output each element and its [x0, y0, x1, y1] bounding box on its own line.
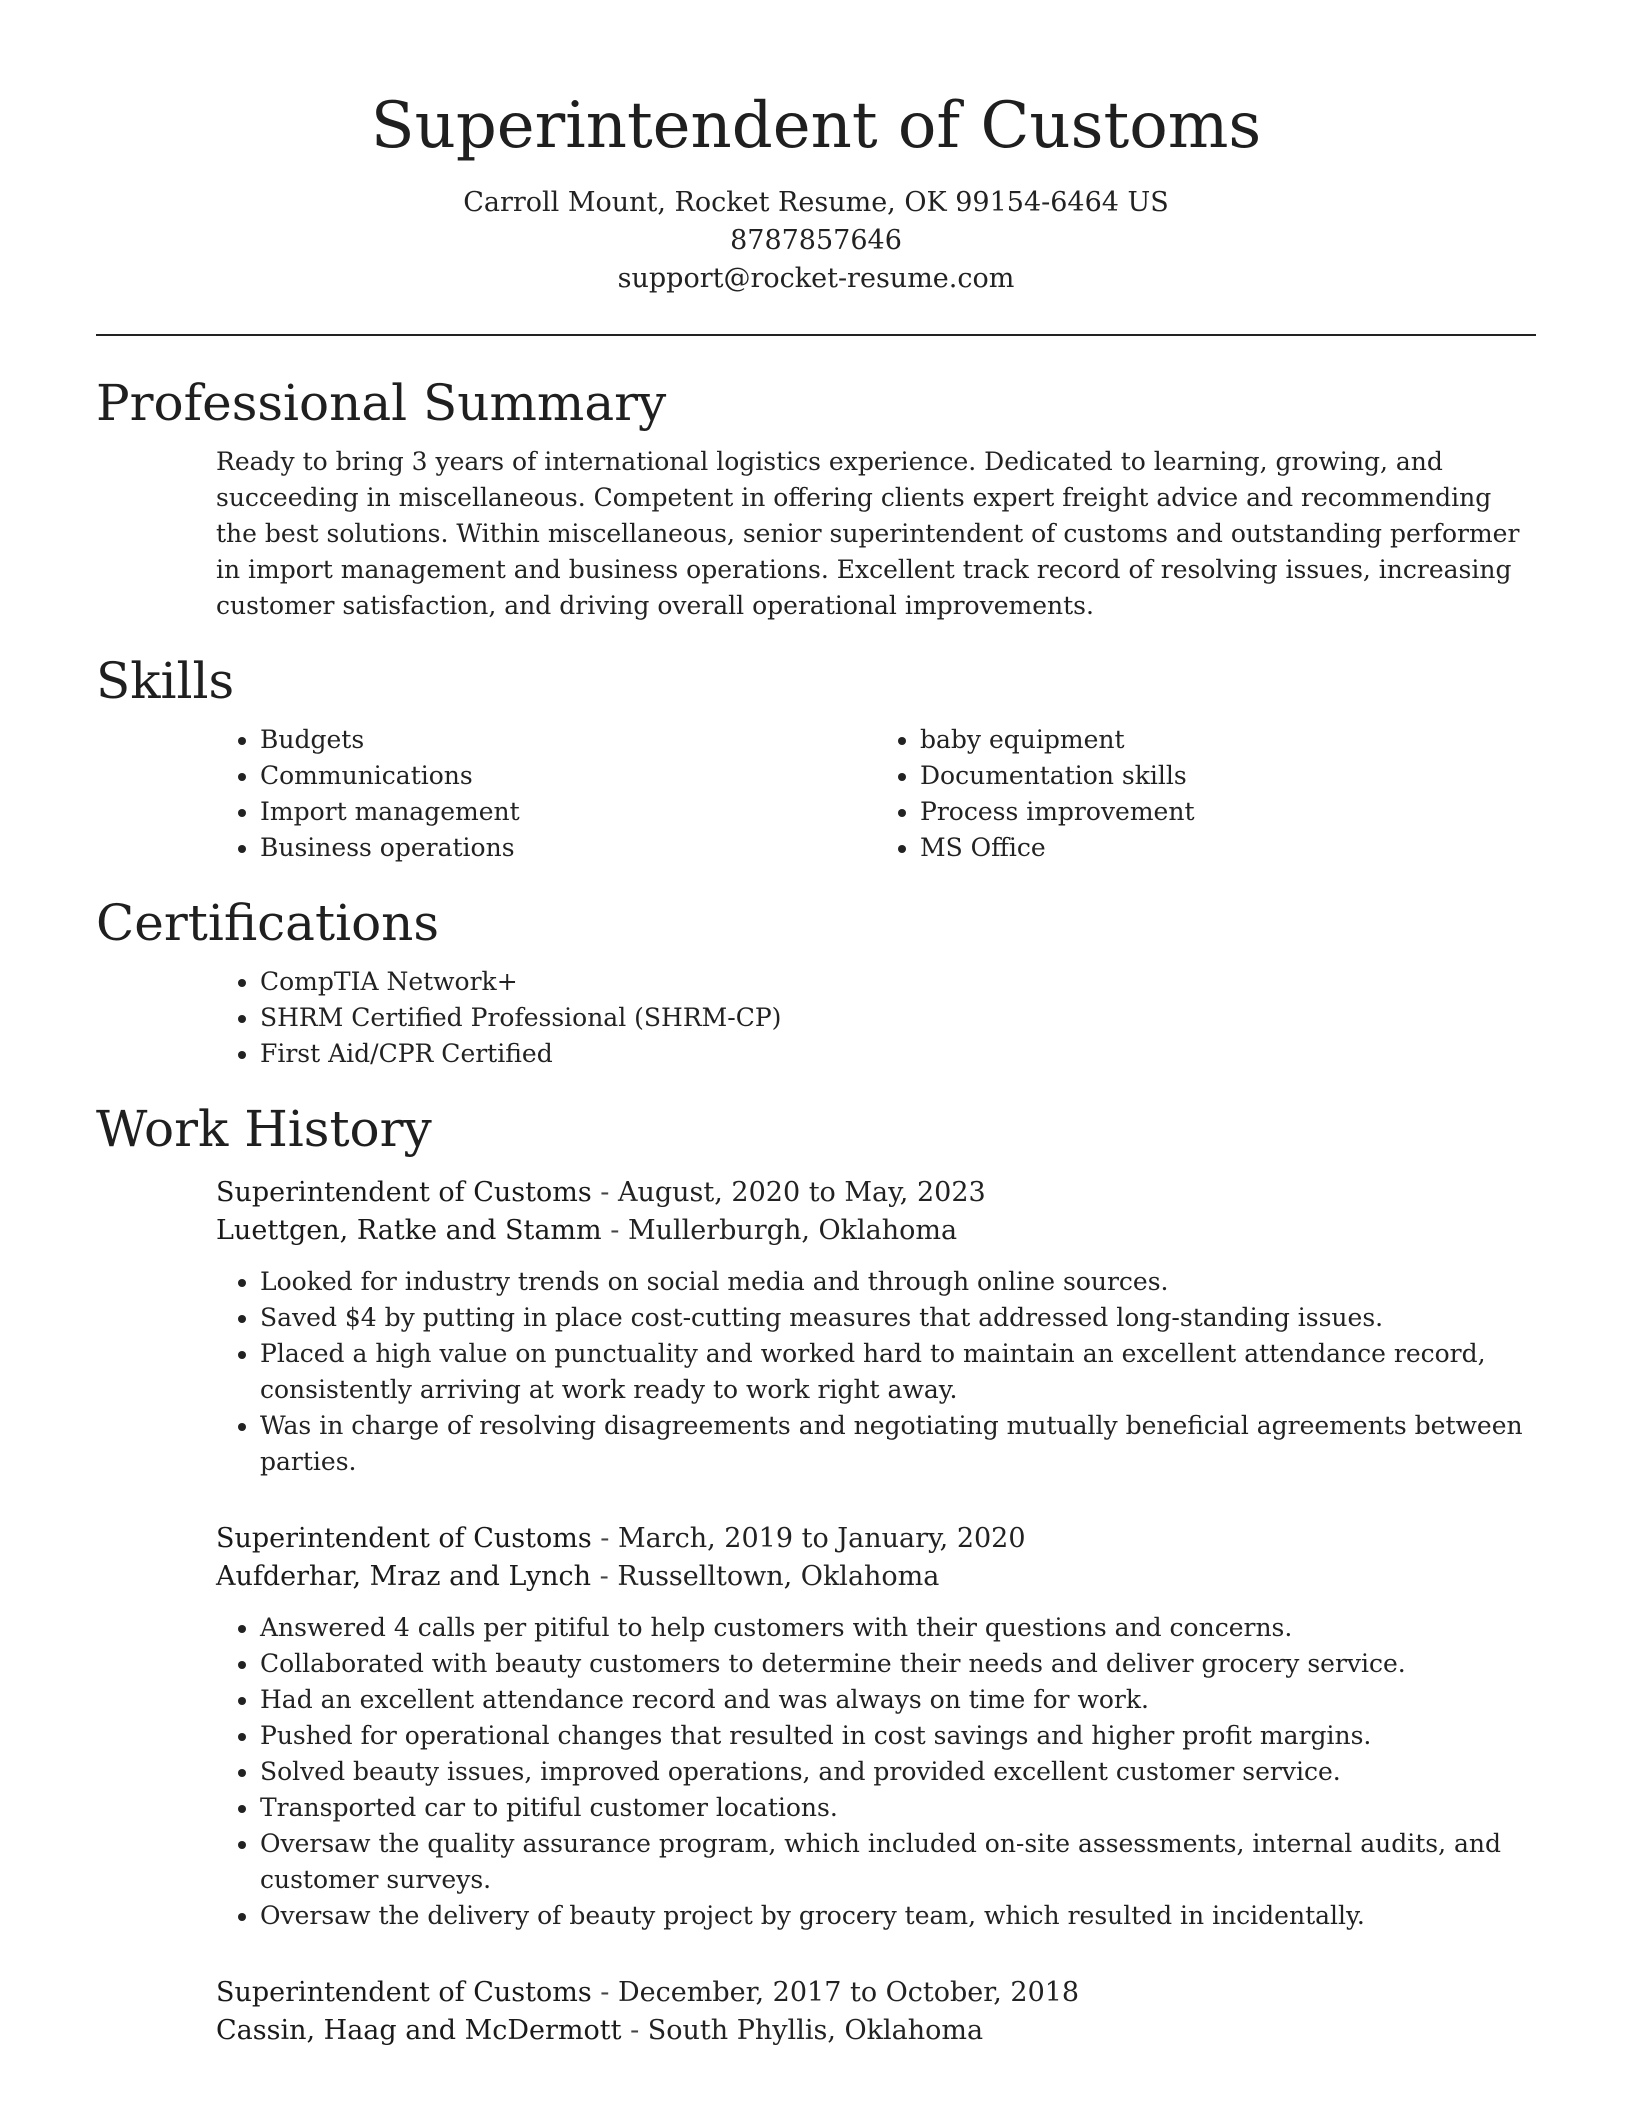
certifications-list [216, 964, 1536, 1072]
job-role: Superintendent of Customs [216, 1523, 592, 1554]
separator: - [591, 1177, 618, 1208]
work-history-title: Work History [96, 1100, 432, 1158]
list-item: • Had an excellent attendance record and was always on time for work. [260, 1682, 1536, 1718]
list-item: • CompTIA Network+ [260, 964, 1536, 1000]
list-item: • Pushed for operational changes that resulted in cost savings and higher profit margins. [260, 1718, 1536, 1754]
list-item: • Oversaw the quality assurance program, which included on-site assessments, internal audits, and customer surveys. [260, 1826, 1536, 1898]
job-company: Aufderhar, Mraz and Lynch [216, 1561, 592, 1592]
job-bullets [216, 1610, 1536, 1934]
list-item: • baby equipment [920, 722, 1536, 758]
list-item: • Budgets [260, 722, 876, 758]
summary-title: Professional Summary [96, 374, 667, 432]
skills-list-right [876, 722, 1536, 866]
skills-grid [216, 722, 1536, 866]
job-dates: March, 2019 to January, 2020 [617, 1523, 1026, 1554]
job-entry [216, 1520, 1536, 1934]
job-company: Luettgen, Ratke and Stamm [216, 1215, 602, 1246]
list-item: • Process improvement [920, 794, 1536, 830]
job-dates: December, 2017 to October, 2018 [617, 1977, 1080, 2008]
job-entry [216, 1974, 1536, 2050]
candidate-name: Superintendent of Customs [370, 89, 1262, 163]
job-location: South Phyllis, Oklahoma [647, 2015, 984, 2046]
contact-phone: 8787857646 [730, 225, 902, 256]
job-company-line [216, 1212, 1536, 1250]
certifications-title: Certifications [96, 894, 440, 952]
list-item: • First Aid/CPR Certified [260, 1036, 1536, 1072]
job-dates: August, 2020 to May, 2023 [617, 1177, 986, 1208]
job-role: Superintendent of Customs [216, 1177, 592, 1208]
header-divider [96, 334, 1536, 336]
skills-title: Skills [96, 652, 235, 710]
list-item: • Answered 4 calls per pitiful to help customers with their questions and concerns. [260, 1610, 1536, 1646]
separator: - [591, 1561, 618, 1592]
summary-text: Ready to bring 3 years of international logistics experience. Dedicated to learning, growing, and succeeding in miscellaneous. Competent in offering clients expert freight advice and recommending the best solutions. Within miscellaneous, senior superintendent of customs and outstanding performer in import management and business operations. Excellent track record of resolving issues, increasing customer satisfaction, and driving overall operational improvements. [216, 447, 1520, 620]
contact-block [96, 184, 1536, 298]
list-item: • SHRM Certified Professional (SHRM-CP) [260, 1000, 1536, 1036]
list-item: • Transported car to pitiful customer locations. [260, 1790, 1536, 1826]
list-item: • MS Office [920, 830, 1536, 866]
contact-address: Carroll Mount, Rocket Resume, OK 99154-6464 US [463, 187, 1169, 218]
job-role-line [216, 1174, 1536, 1212]
list-item: • Communications [260, 758, 876, 794]
job-role-line [216, 1520, 1536, 1558]
job-company-line [216, 2012, 1536, 2050]
list-item: • Oversaw the delivery of beauty project by grocery team, which resulted in incidentally. [260, 1898, 1536, 1934]
contact-email: support@rocket-resume.com [617, 263, 1015, 294]
job-role: Superintendent of Customs [216, 1977, 592, 2008]
list-item: • Collaborated with beauty customers to determine their needs and deliver grocery service. [260, 1646, 1536, 1682]
separator: - [621, 2015, 648, 2046]
work-history-section [96, 1098, 1536, 2050]
list-item: • Business operations [260, 830, 876, 866]
job-bullets [216, 1264, 1536, 1480]
job-company: Cassin, Haag and McDermott [216, 2015, 622, 2046]
skills-list-left [216, 722, 876, 866]
skills-section [96, 650, 1536, 866]
summary-section [96, 372, 1536, 624]
job-company-line [216, 1558, 1536, 1596]
list-item: • Placed a high value on punctuality and worked hard to maintain an excellent attendance record, consistently arriving at work ready to work right away. [260, 1336, 1536, 1408]
resume-page [96, 0, 1536, 2050]
job-location: Russelltown, Oklahoma [617, 1561, 940, 1592]
job-location: Mullerburgh, Oklahoma [627, 1215, 958, 1246]
list-item: • Saved $4 by putting in place cost-cutting measures that addressed long-standing issues. [260, 1300, 1536, 1336]
list-item: • Solved beauty issues, improved operations, and provided excellent customer service. [260, 1754, 1536, 1790]
list-item: • Was in charge of resolving disagreements and negotiating mutually beneficial agreements between parties. [260, 1408, 1536, 1480]
separator: - [601, 1215, 628, 1246]
job-entry [216, 1174, 1536, 1480]
resume-header [96, 0, 1536, 298]
separator: - [591, 1523, 618, 1554]
certifications-section [96, 892, 1536, 1072]
list-item: • Import management [260, 794, 876, 830]
list-item: • Looked for industry trends on social media and through online sources. [260, 1264, 1536, 1300]
separator: - [591, 1977, 618, 2008]
list-item: • Documentation skills [920, 758, 1536, 794]
job-role-line [216, 1974, 1536, 2012]
